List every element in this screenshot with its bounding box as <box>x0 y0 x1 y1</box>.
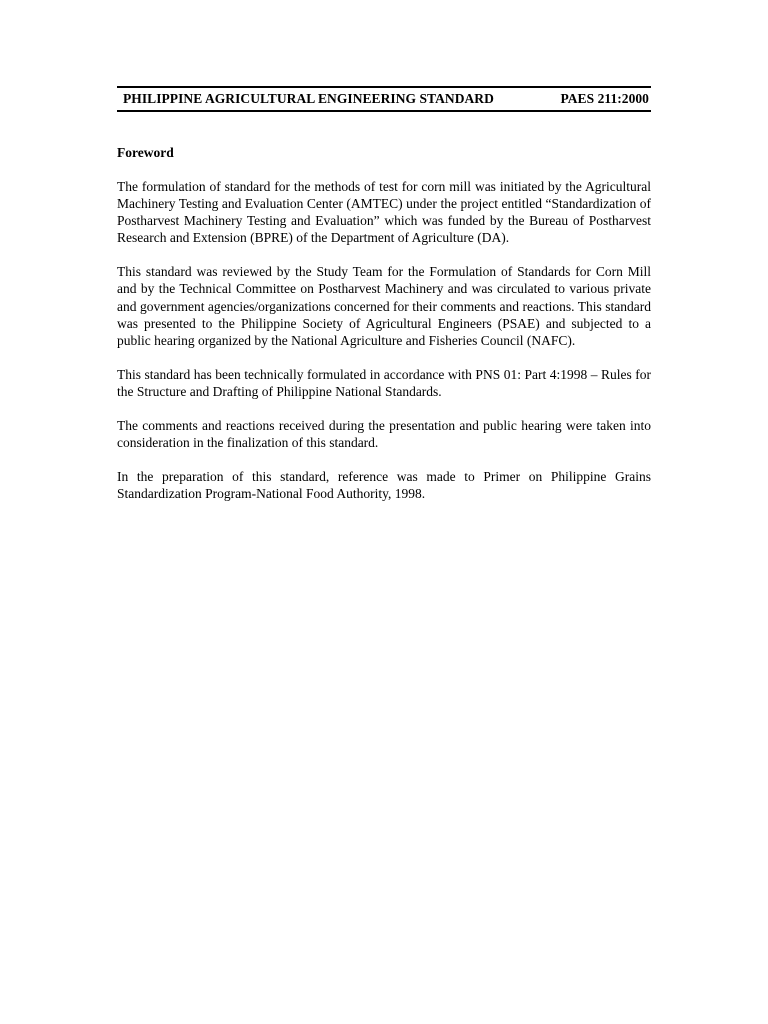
paragraph-1: The formulation of standard for the methods of test for corn mill was initiated by the Agricultural Machinery Testing and Evaluation Center (AMTEC) under the project entitled “Standardization of Postharvest Machinery Testing and Evaluation” which was funded by the Bureau of Postharvest Research and Extension (BPRE) of the Department of Agriculture (DA). <box>117 179 651 246</box>
paragraph-3: This standard has been technically formulated in accordance with PNS 01: Part 4:1998 – Rules for the Structure and Drafting of Philippine National Standards. <box>117 366 651 399</box>
paragraph-4: The comments and reactions received during the presentation and public hearing were taken into consideration in the finalization of this standard. <box>117 418 651 451</box>
paragraph-2: This standard was reviewed by the Study Team for the Formulation of Standards for Corn Mill and by the Technical Committee on Postharvest Machinery and was circulated to various private and government agencies/organizations concerned for their comments and reactions. This standard was presented to the Philippine Society of Agricultural Engineers (PSAE) and subjected to a public hearing organized by the National Agriculture and Fisheries Council (NAFC). <box>117 264 651 348</box>
page-header <box>117 86 651 112</box>
standard-code: PAES 211:2000 <box>560 91 649 106</box>
document-page <box>117 86 651 516</box>
standard-title: PHILIPPINE AGRICULTURAL ENGINEERING STANDARD <box>123 91 494 106</box>
paragraph-5: In the preparation of this standard, reference was made to Primer on Philippine Grains Standardization Program-National Food Authority, 1998. <box>117 469 651 502</box>
section-heading: Foreword <box>117 145 174 160</box>
